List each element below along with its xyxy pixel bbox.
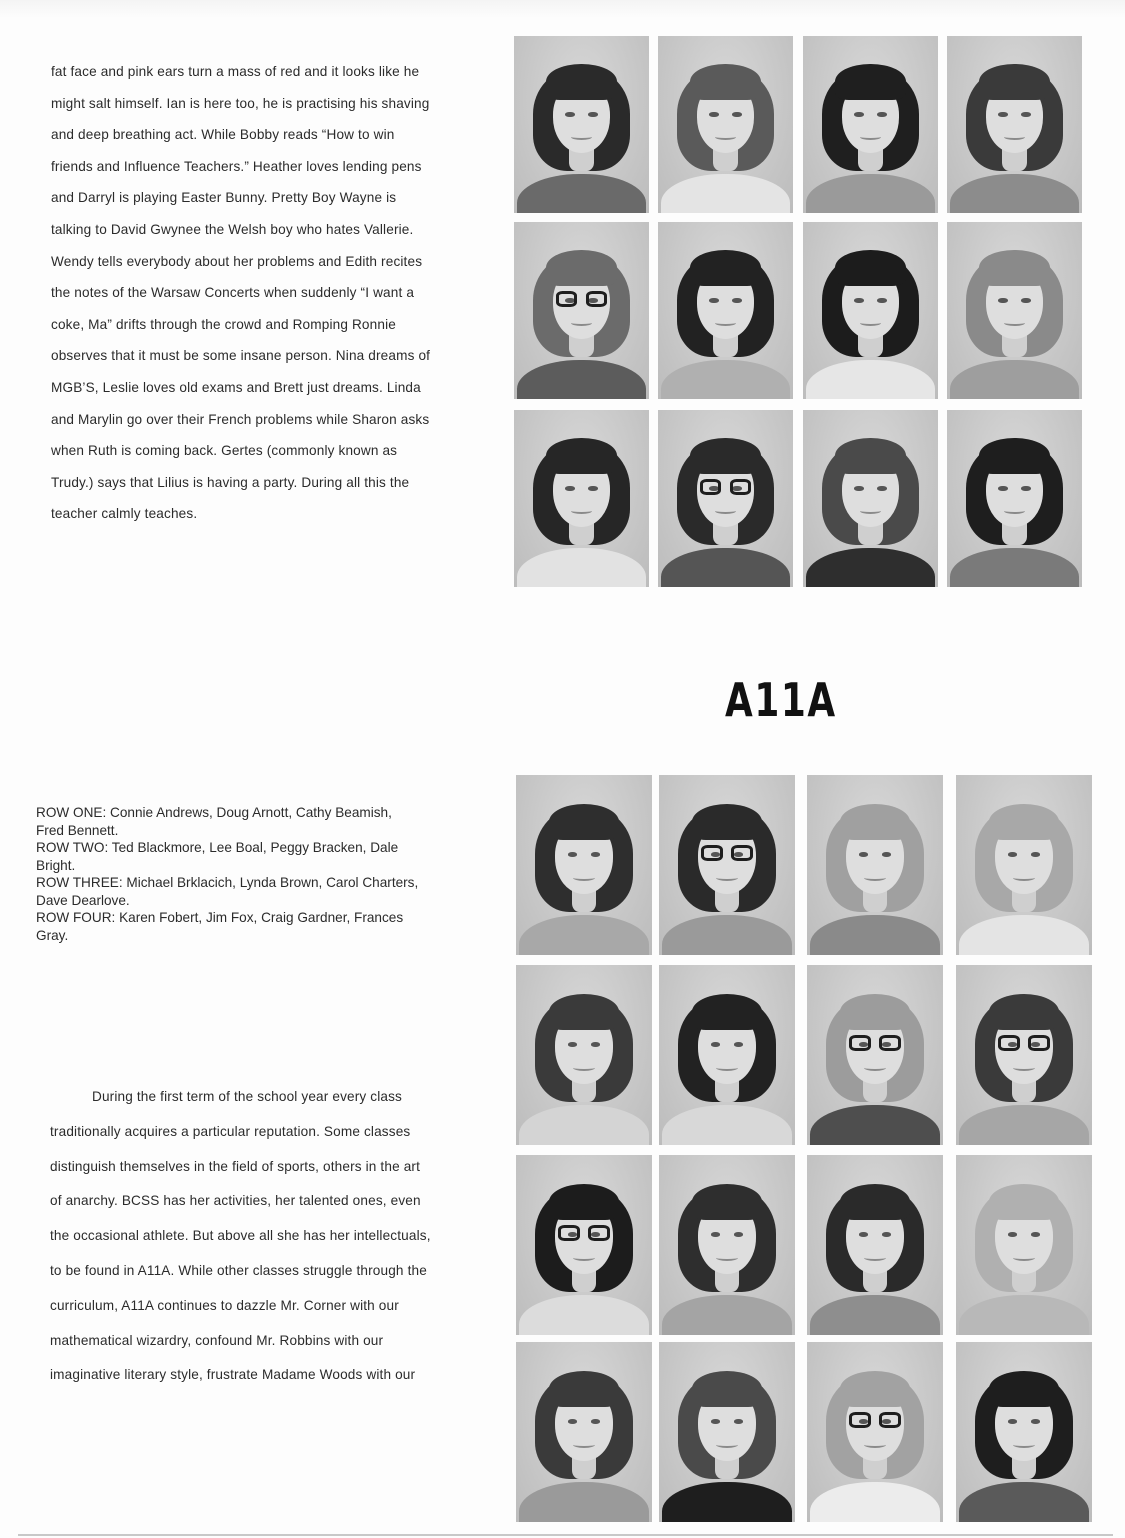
portrait-hair-top [692, 994, 763, 1030]
paragraph-line: traditionally acquires a particular reputation. Some classes [50, 1123, 411, 1139]
roster-line: Bright. [36, 857, 76, 873]
portrait-eye [711, 1042, 721, 1047]
paragraph-line: the notes of the Warsaw Concerts when suddenly “I want a [51, 285, 415, 301]
portrait-mouth [1004, 507, 1026, 513]
portrait-hair-top [546, 438, 616, 473]
student-portrait [516, 1342, 652, 1522]
portrait-mouth [571, 507, 593, 513]
portrait-mouth [864, 1254, 886, 1261]
paragraph-line: and Marylin go over their French problems while Sharon asks [51, 411, 430, 427]
student-portrait [659, 1342, 795, 1522]
portrait-eye [1021, 112, 1030, 116]
portrait-eye [568, 1419, 578, 1424]
portrait-mouth [571, 319, 593, 325]
portrait-eye [734, 1042, 744, 1047]
portrait-eye [877, 298, 886, 302]
student-portrait [807, 775, 943, 955]
portrait-hair-top [989, 804, 1060, 840]
student-portrait [956, 1155, 1092, 1335]
portrait-hair-top [546, 64, 616, 99]
portrait-eye [732, 298, 741, 302]
portrait-eye [734, 1419, 744, 1424]
portrait-mouth [1013, 1254, 1035, 1261]
portrait-hair-top [690, 64, 760, 99]
portrait-mouth [715, 133, 737, 139]
portrait-hair-top [692, 1371, 763, 1407]
portrait-mouth [716, 1064, 738, 1071]
portrait-eye [591, 1042, 601, 1047]
paragraph-line: imaginative literary style, frustrate Madame Woods with our [50, 1367, 416, 1383]
portrait-eye [591, 852, 601, 857]
paragraph-line: talking to David Gwynee the Welsh boy who hates Vallerie. [51, 221, 414, 237]
portrait-eye [711, 1232, 721, 1237]
portrait-eye [859, 1232, 869, 1237]
portrait-mouth [715, 319, 737, 325]
portrait-hair-top [979, 64, 1049, 99]
roster-line: ROW ONE: Connie Andrews, Doug Arnott, Cathy Beamish, [36, 805, 392, 820]
paragraph-line: the occasional athlete. But above all she has her intellectuals, [50, 1228, 431, 1244]
portrait-hair-top [692, 1184, 763, 1220]
portrait-hair-top [549, 804, 620, 840]
scan-edge-bottom [18, 1534, 1113, 1536]
portrait-eye [732, 112, 741, 116]
portrait-eye [1008, 852, 1018, 857]
paragraph-line: distinguish themselves in the field of sports, others in the art [50, 1158, 421, 1174]
portrait-hair-top [549, 994, 620, 1030]
student-portrait [803, 222, 938, 399]
portrait-mouth [573, 1441, 595, 1448]
portrait-hair-top [979, 438, 1049, 473]
portrait-mouth [860, 133, 882, 139]
portrait-eye [709, 298, 718, 302]
paragraph-line: and deep breathing act. While Bobby reads “How to win [51, 127, 395, 143]
paragraph-line: friends and Influence Teachers.” Heather loves lending pens [51, 158, 422, 174]
portrait-mouth [864, 1441, 886, 1448]
portrait-eye [854, 486, 863, 490]
portrait-eye [1008, 1419, 1018, 1424]
portrait-hair-top [835, 64, 905, 99]
bottom-paragraph [50, 1080, 431, 1393]
portrait-eye [588, 486, 597, 490]
roster-line: Dave Dearlove. [36, 892, 130, 908]
glasses-icon [998, 1035, 1050, 1051]
paragraph-line: and Darryl is playing Easter Bunny. Pretty Boy Wayne is [51, 190, 397, 206]
student-portrait [947, 410, 1082, 587]
portrait-eye [1008, 1232, 1018, 1237]
portrait-eye [998, 112, 1007, 116]
student-portrait [658, 36, 793, 213]
paragraph-line: fat face and pink ears turn a mass of red and it looks like he [51, 64, 420, 79]
portrait-eye [877, 486, 886, 490]
paragraph-line: During the first term of the school year every class [92, 1089, 403, 1104]
portrait-mouth [860, 507, 882, 513]
student-portrait [947, 36, 1082, 213]
portrait-hair-top [840, 994, 911, 1030]
portrait-mouth [1004, 133, 1026, 139]
portrait-mouth [1013, 1441, 1035, 1448]
portrait-mouth [1013, 1064, 1035, 1071]
portrait-hair-top [690, 438, 760, 473]
portrait-eye [1031, 1419, 1041, 1424]
portrait-hair-top [840, 1371, 911, 1407]
portrait-eye [1031, 852, 1041, 857]
portrait-eye [565, 112, 574, 116]
portrait-eye [854, 298, 863, 302]
roster-caption [36, 804, 418, 944]
portrait-eye [711, 1419, 721, 1424]
portrait-hair-top [549, 1371, 620, 1407]
portrait-eye [588, 112, 597, 116]
paragraph-line: of anarchy. BCSS has her activities, her talented ones, even [50, 1193, 421, 1209]
portrait-eye [565, 486, 574, 490]
portrait-hair-top [840, 804, 911, 840]
paragraph-line: coke, Ma” drifts through the crowd and Romping Ronnie [51, 316, 396, 332]
student-portrait [659, 965, 795, 1145]
student-portrait [514, 222, 649, 399]
portrait-eye [568, 1042, 578, 1047]
student-portrait [658, 410, 793, 587]
portrait-eye [734, 1232, 744, 1237]
glasses-icon [556, 291, 607, 307]
student-portrait [807, 1342, 943, 1522]
portrait-eye [877, 112, 886, 116]
student-portrait [658, 222, 793, 399]
top-paragraph [51, 56, 430, 530]
portrait-hair-top [692, 804, 763, 840]
roster-line: Fred Bennett. [36, 822, 119, 838]
portrait-hair-top [979, 250, 1049, 285]
portrait-eye [709, 112, 718, 116]
paragraph-line: might salt himself. Ian is here too, he is practising his shaving [51, 95, 430, 111]
paragraph-line: teacher calmly teaches. [51, 506, 198, 522]
portrait-hair-top [546, 250, 616, 285]
portrait-eye [568, 852, 578, 857]
portrait-mouth [716, 1441, 738, 1448]
portrait-eye [591, 1419, 601, 1424]
portrait-hair-top [840, 1184, 911, 1220]
portrait-mouth [715, 507, 737, 513]
student-portrait [803, 410, 938, 587]
glasses-icon [700, 479, 751, 495]
portrait-mouth [864, 874, 886, 881]
paragraph-line: observes that it must be some insane person. Nina dreams of [51, 348, 431, 364]
portrait-hair-top [989, 1184, 1060, 1220]
student-portrait [516, 775, 652, 955]
student-portrait [807, 1155, 943, 1335]
portrait-eye [1021, 486, 1030, 490]
paragraph-line: Wendy tells everybody about her problems and Edith recites [51, 253, 423, 269]
portrait-eye [1031, 1232, 1041, 1237]
glasses-icon [849, 1412, 901, 1428]
portrait-hair-top [549, 1184, 620, 1220]
portrait-mouth [716, 1254, 738, 1261]
glasses-icon [849, 1035, 901, 1051]
portrait-mouth [1004, 319, 1026, 325]
portrait-eye [998, 486, 1007, 490]
class-heading: A11A [725, 673, 837, 727]
student-portrait [516, 965, 652, 1145]
glasses-icon [701, 845, 753, 861]
portrait-mouth [716, 874, 738, 881]
paragraph-line: to be found in A11A. While other classes struggle through the [50, 1262, 427, 1278]
portrait-eye [882, 852, 892, 857]
portrait-eye [882, 1232, 892, 1237]
portrait-mouth [573, 874, 595, 881]
glasses-icon [558, 1225, 610, 1241]
student-portrait [514, 36, 649, 213]
student-portrait [947, 222, 1082, 399]
paragraph-line: MGB’S, Leslie loves old exams and Brett just dreams. Linda [51, 379, 421, 395]
portrait-mouth [573, 1064, 595, 1071]
portrait-mouth [573, 1254, 595, 1261]
portrait-eye [854, 112, 863, 116]
paragraph-line: mathematical wizardry, confound Mr. Robbins with our [50, 1332, 384, 1348]
portrait-eye [1021, 298, 1030, 302]
portrait-hair-top [989, 1371, 1060, 1407]
portrait-mouth [860, 319, 882, 325]
paragraph-line: when Ruth is coming back. Gertes (commonly known as [51, 443, 398, 459]
roster-line: ROW FOUR: Karen Fobert, Jim Fox, Craig Gardner, Frances [36, 910, 404, 925]
paragraph-line: Trudy.) says that Lilius is having a party. During all this the [51, 474, 410, 490]
scan-edge-top [0, 0, 1125, 18]
roster-line: ROW THREE: Michael Brklacich, Lynda Brown, Carol Charters, [36, 875, 419, 890]
portrait-hair-top [835, 250, 905, 285]
student-portrait [659, 775, 795, 955]
student-portrait [803, 36, 938, 213]
roster-line: ROW TWO: Ted Blackmore, Lee Boal, Peggy Bracken, Dale [36, 840, 399, 855]
student-portrait [516, 1155, 652, 1335]
roster-line: Gray. [36, 927, 69, 943]
portrait-eye [998, 298, 1007, 302]
paragraph-line: curriculum, A11A continues to dazzle Mr. Corner with our [50, 1297, 399, 1313]
student-portrait [956, 965, 1092, 1145]
portrait-hair-top [835, 438, 905, 473]
portrait-hair-top [690, 250, 760, 285]
student-portrait [514, 410, 649, 587]
student-portrait [659, 1155, 795, 1335]
student-portrait [956, 775, 1092, 955]
student-portrait [807, 965, 943, 1145]
portrait-mouth [864, 1064, 886, 1071]
portrait-eye [859, 852, 869, 857]
portrait-hair-top [989, 994, 1060, 1030]
student-portrait [956, 1342, 1092, 1522]
portrait-mouth [571, 133, 593, 139]
portrait-mouth [1013, 874, 1035, 881]
